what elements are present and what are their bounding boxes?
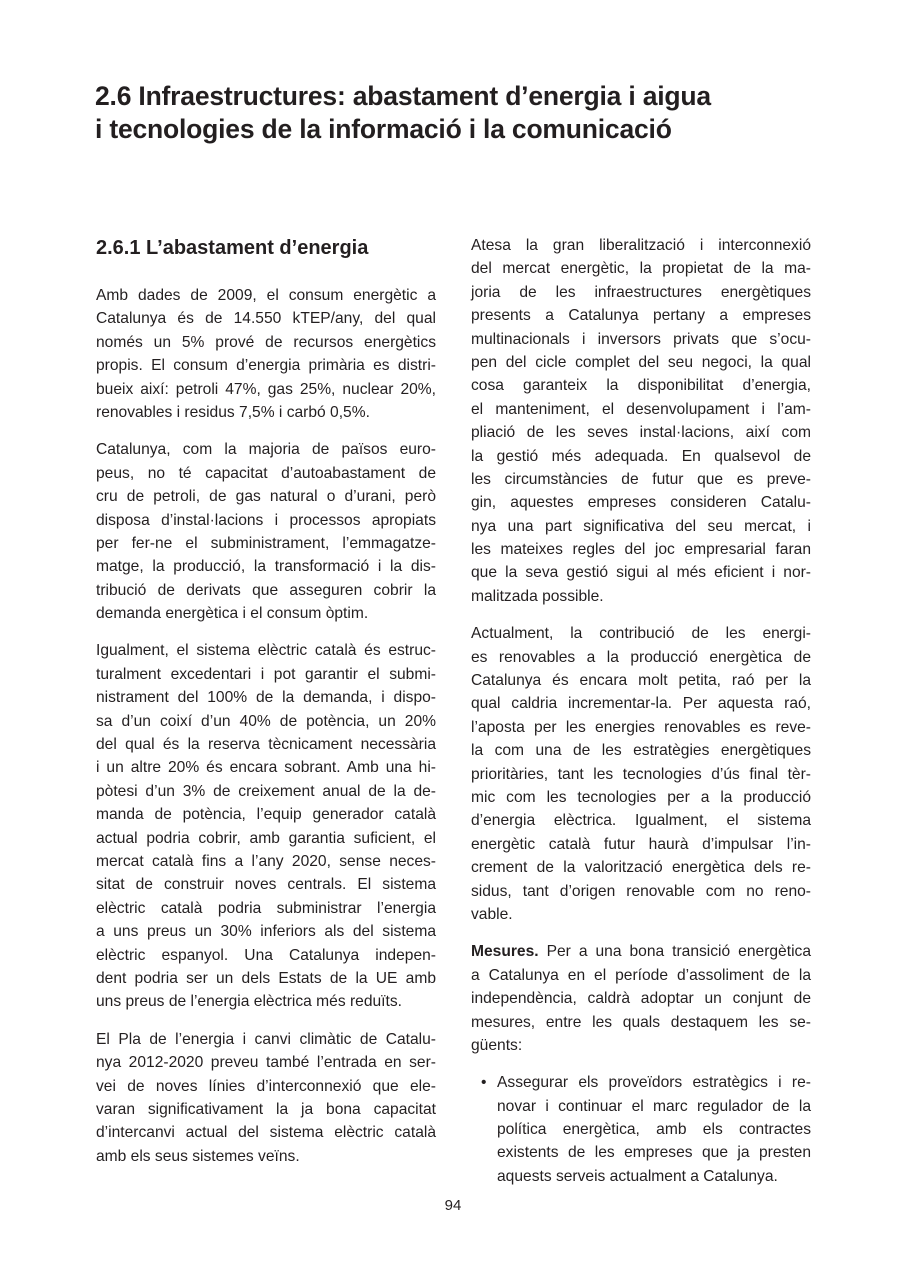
text-line: sa d’un coixí d’un 40% de potència, un 20% [96, 712, 436, 730]
text-line: tribució de derivats que asseguren cobrir la [96, 581, 436, 599]
text-line [471, 940, 811, 963]
text-line: gin, aquestes empreses consideren Catalu- [471, 494, 811, 512]
paragraph [96, 639, 436, 1013]
bullet-item [481, 1071, 811, 1188]
text-line: la gestió més adequada. En qualsevol de [471, 447, 811, 465]
text-line: mesures, entre les quals destaquem les se- [471, 1013, 811, 1031]
text-line: qual caldria incrementar-la. Per aquesta raó, [471, 695, 811, 713]
text-line: Catalunya, com la majoria de països euro- [96, 441, 436, 459]
text-line: Actualment, la contribució de les energi- [471, 625, 811, 643]
text-line: crement de la valorització energètica dels re- [471, 859, 811, 877]
text-line: propis. El consum d’energia primària es distri- [96, 357, 436, 375]
text-line: vable. [471, 905, 513, 923]
paragraph [96, 438, 436, 625]
text-line: dent podria ser un dels Estats de la UE amb [96, 969, 436, 987]
title-line: i tecnologies de la informació i la comunicació [95, 114, 672, 144]
text-line: mercat català fins a l’any 2020, sense neces- [96, 852, 436, 870]
text-line: joria de les infraestructures energètiques [471, 283, 811, 301]
text-line: que la seva gestió sigui al més eficient i nor- [471, 564, 811, 582]
text-line: es renovables a la producció energètica de [471, 648, 811, 666]
text-line: nya 2012-2020 preveu també l’entrada en ser- [96, 1054, 436, 1072]
text-line: pòtesi d’un 3% de creixement anual de la de- [96, 782, 436, 800]
text-line: les circumstàncies de futur que es preve- [471, 470, 811, 488]
text-line: amb els seus sistemes veïns. [96, 1147, 300, 1165]
text-line: prioritàries, tant les tecnologies d’ús final tèr- [471, 765, 811, 783]
text-line: matge, la producció, la transformació i la dis- [96, 558, 436, 576]
text-segment: Per a una bona transició energètica [538, 943, 811, 961]
text-line: del qual és la reserva tècnicament necessària [96, 736, 436, 754]
paragraph [96, 284, 436, 424]
paragraph [96, 1028, 436, 1168]
text-line: Amb dades de 2009, el consum energètic a [96, 287, 436, 304]
text-line: cosa garanteix la disponibilitat d’energia, [471, 377, 811, 395]
text-line: elèctric espanyol. Una Catalunya indepen- [96, 946, 436, 964]
text-line: independència, caldrà adoptar un conjunt de [471, 990, 811, 1008]
measures-lead: Mesures. [471, 943, 539, 961]
text-line: només un 5% prové de recursos energètics [96, 333, 436, 351]
text-line: nya una part significativa del seu mercat, i [471, 517, 811, 535]
text-line: a uns preus un 30% inferiors als del sistema [96, 923, 436, 941]
text-line: pliació de les seves instal·lacions, així com [471, 424, 811, 442]
text-line: El Pla de l’energia i canvi climàtic de Catalu- [96, 1030, 436, 1048]
paragraph [471, 622, 811, 926]
text-line: sitat de construir noves centrals. El sistema [96, 876, 436, 894]
measures-paragraph [471, 940, 811, 1057]
text-line: vei de noves línies d’interconnexió que ele- [96, 1077, 436, 1095]
text-line: turalment excedentari i pot garantir el submi- [96, 665, 436, 683]
text-line: a Catalunya en el període d’assoliment de la [471, 966, 811, 984]
text-line: nistrament del 100% de la demanda, i dispo- [96, 689, 436, 707]
section-heading: 2.6.1 L’abastament d’energia [96, 237, 369, 259]
paragraph [471, 234, 811, 608]
text-line: les mateixes regles del joc empresarial faran [471, 541, 811, 559]
text-line: uns preus de l’energia elèctrica més reduïts. [96, 993, 402, 1011]
text-line: sidus, tant d’origen renovable com no reno- [471, 882, 811, 900]
right-column [471, 234, 811, 1188]
text-line: güents: [471, 1036, 523, 1054]
text-line: el manteniment, el desenvolupament i l’am- [471, 400, 811, 418]
text-line: Assegurar els proveïdors estratègics i re- [497, 1074, 811, 1092]
text-line: elèctric català podria subministrar l’energia [96, 899, 436, 917]
text-line: demanda energètica i el consum òptim. [96, 605, 369, 623]
text-line: i un altre 20% és encara sobrant. Amb una hi- [96, 759, 436, 777]
text-line: Igualment, el sistema elèctric català és estruc- [96, 642, 436, 660]
text-line: l’aposta per les energies renovables es reve- [471, 718, 811, 736]
text-line: cru de petroli, de gas natural o d’urani, però [96, 488, 436, 506]
page-number: 94 [444, 1197, 462, 1214]
left-column [96, 234, 436, 1182]
text-line: actual podria cobrir, amb garantia suficient, el [96, 829, 436, 847]
text-line: energètic català futur haurà d’impulsar l’in- [471, 835, 811, 853]
text-line: novar i continuar el marc regulador de la [497, 1097, 811, 1115]
text-line: Atesa la gran liberalització i interconnexió [471, 237, 811, 254]
text-line: manda de potència, l’equip generador català [96, 806, 436, 824]
text-line: peus, no té capacitat d’autoabastament de [96, 464, 436, 482]
text-line: pen del cicle complet del seu negoci, la qual [471, 353, 811, 371]
text-line: varan significativament la ja bona capacitat [96, 1100, 436, 1118]
text-line: renovables i residus 7,5% i carbó 0,5%. [96, 403, 370, 421]
title-line: 2.6 Infraestructures: abastament d’energia i aigua [95, 81, 711, 111]
text-line: per fer-ne el subministrament, l’emmagatze- [96, 534, 436, 552]
text-line: Catalunya és encara molt petita, raó per la [471, 672, 811, 690]
text-line: aquests serveis actualment a Catalunya. [497, 1167, 778, 1185]
text-line: existents de les empreses que ja presten [497, 1144, 811, 1162]
text-line: bueix així: petroli 47%, gas 25%, nuclear 20%, [96, 380, 436, 398]
text-line: mic com les tecnologies per a la producció [471, 788, 811, 806]
text-line: malitzada possible. [471, 587, 604, 605]
text-line: disposa d’instal·lacions i processos apropiats [96, 511, 436, 529]
text-line: política energètica, amb els contractes [497, 1121, 811, 1139]
bullet-icon: • [481, 1074, 487, 1092]
text-line: presents a Catalunya pertany a empreses [471, 307, 811, 325]
text-line: d’intercanvi actual del sistema elèctric català [96, 1124, 436, 1142]
text-line: del mercat energètic, la propietat de la ma- [471, 260, 811, 278]
text-line: Catalunya és de 14.550 kTEP/any, del qual [96, 310, 436, 328]
text-line: la com una de les estratègies energètiques [471, 742, 811, 760]
text-line: multinacionals i inversors privats que s’ocu- [471, 330, 811, 348]
page-title [95, 80, 711, 146]
text-line: d’energia elèctrica. Igualment, el sistema [471, 812, 811, 830]
